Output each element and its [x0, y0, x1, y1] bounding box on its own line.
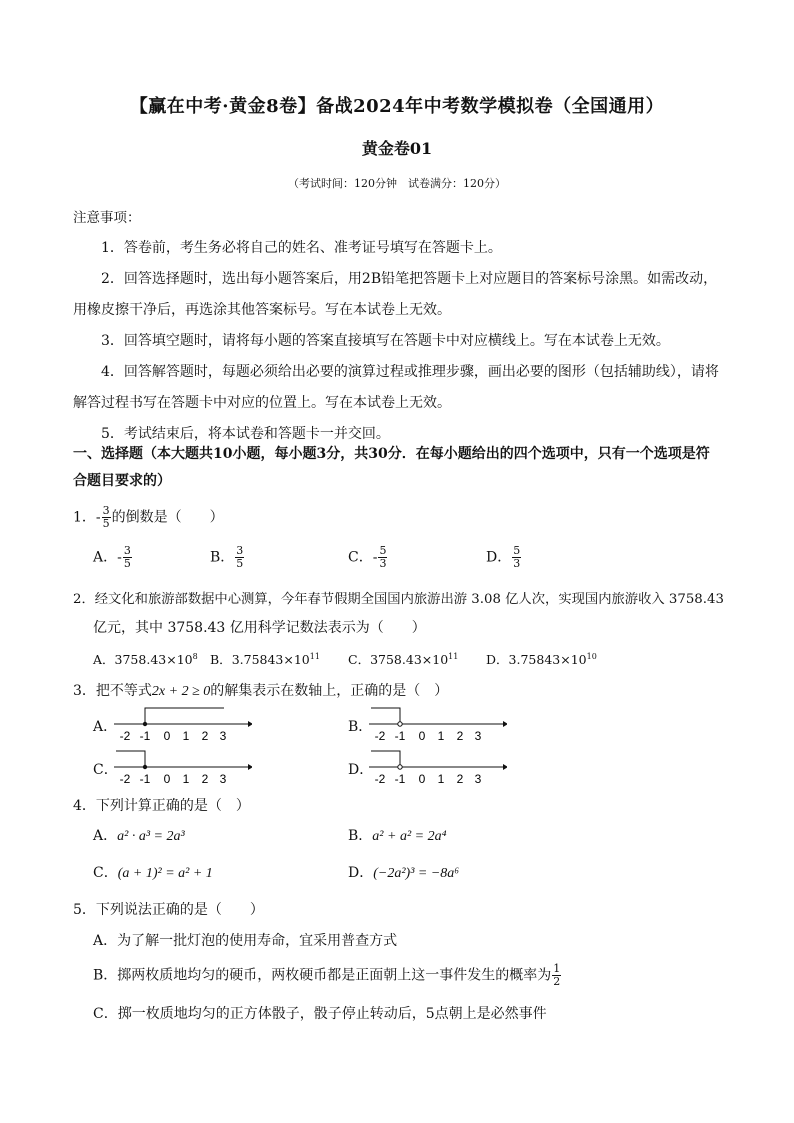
tick-labels	[375, 772, 482, 786]
notice-item-3: 3．回答填空题时，请将每小题的答案直接填写在答题卡中对应横线上。写在本试卷上无效。	[101, 333, 670, 349]
option-base: 3758.43×10	[114, 652, 193, 667]
fraction	[378, 545, 387, 570]
tick-label: 1	[437, 729, 445, 743]
q2-option-d[interactable]	[486, 650, 597, 668]
fraction	[512, 545, 521, 570]
question-1-stem	[73, 505, 224, 530]
tick-label: 3	[219, 729, 227, 743]
axis-arrow	[503, 721, 507, 727]
solid-point	[143, 765, 147, 769]
question-2-line1: 2．经文化和旅游部数据中心测算，今年春节假期全国国内旅游出游 3.08 亿人次，实现国内旅游收入 3758.43	[73, 592, 724, 607]
q2-option-c[interactable]	[348, 650, 458, 668]
notice-item-1: 1．答卷前，考生务必将自己的姓名、准考证号填写在答题卡上。	[101, 240, 502, 256]
tick-label: 3	[474, 772, 482, 786]
option-label: A．	[93, 652, 115, 667]
option-expression: (a + 1)² = a² + 1	[117, 866, 213, 881]
solution-region	[371, 708, 400, 724]
tick-label: 3	[219, 772, 227, 786]
option-label: D．	[486, 652, 509, 667]
q3-option-a-numberline[interactable]	[112, 703, 252, 745]
fraction	[102, 505, 111, 530]
solution-region	[116, 751, 145, 767]
option-expression: (−2a²)³ = −8a⁶	[373, 866, 460, 881]
numerator: 3	[236, 544, 244, 557]
denominator: 5	[102, 517, 110, 530]
tick-label: -1	[139, 772, 151, 786]
question-5-stem: 5．下列说法正确的是（ ）	[73, 902, 264, 918]
option-exponent: 11	[309, 651, 320, 661]
numerator: 1	[553, 962, 561, 975]
axis-arrow	[248, 764, 252, 770]
q3-option-c-label[interactable]: C．	[93, 762, 118, 778]
q3-option-b-numberline[interactable]	[367, 703, 507, 745]
q3-option-d-label[interactable]: D．	[348, 762, 374, 778]
hollow-point	[398, 765, 402, 769]
page-title: 【赢在中考·黄金8卷】备战2024年中考数学模拟卷（全国通用）	[129, 96, 665, 117]
question-number: 1．	[73, 509, 96, 526]
axis-arrow	[503, 764, 507, 770]
q5-option-b[interactable]	[93, 963, 562, 988]
option-label: C．	[348, 652, 371, 667]
option-label: B．	[210, 549, 235, 566]
option-text: B．掷两枚质地均匀的硬币，两枚硬币都是正面朝上这一事件发生的概率为	[93, 967, 552, 984]
tick-label: -1	[394, 729, 406, 743]
option-sign: -	[117, 549, 122, 566]
q1-option-c[interactable]	[348, 545, 388, 570]
option-label: B．	[348, 828, 373, 844]
neg-sign: -	[95, 509, 101, 526]
option-expression: a² + a² = 2a⁴	[372, 829, 447, 844]
tick-label: 0	[163, 729, 171, 743]
option-exponent: 10	[586, 651, 597, 661]
tick-label: 1	[437, 772, 445, 786]
tick-label: -1	[139, 729, 151, 743]
solid-point	[143, 722, 147, 726]
denominator: 3	[513, 557, 521, 570]
tick-label: 1	[182, 729, 190, 743]
tick-label: -2	[374, 729, 386, 743]
notice-item-5: 5．考试结束后，将本试卷和答题卡一并交回。	[101, 426, 390, 442]
solution-region	[371, 751, 400, 767]
option-base: 3.75843×10	[508, 652, 587, 667]
axis-arrow	[248, 721, 252, 727]
option-base: 3758.43×10	[370, 652, 449, 667]
numerator: 3	[123, 544, 131, 557]
tick-labels	[375, 729, 482, 743]
tick-label: -2	[119, 729, 131, 743]
exam-meta: （考试时间：120分钟 试卷满分：120分）	[288, 177, 506, 190]
option-label: A．	[93, 828, 118, 844]
question-3-stem	[73, 680, 448, 700]
fraction	[552, 963, 561, 988]
tick-label: 0	[163, 772, 171, 786]
q3-option-a-label[interactable]: A．	[93, 719, 118, 735]
solution-region	[145, 708, 224, 724]
tick-label: 1	[182, 772, 190, 786]
denominator: 3	[379, 557, 387, 570]
page-subtitle: 黄金卷01	[361, 139, 433, 158]
notice-item-2a: 2．回答选择题时，选出每小题答案后，用2B铅笔把答题卡上对应题目的答案标号涂黑。如需改动，	[101, 271, 718, 287]
option-exponent: 8	[192, 651, 198, 661]
question-2-line2: 亿元，其中 3758.43 亿用科学记数法表示为（ ）	[93, 620, 426, 636]
tick-labels	[120, 772, 227, 786]
stem-suffix: 的解集表示在数轴上，正确的是（ ）	[210, 683, 449, 699]
q4-option-a[interactable]	[93, 825, 185, 845]
q3-option-d-numberline[interactable]	[367, 746, 507, 788]
tick-label: -1	[394, 772, 406, 786]
fraction	[123, 545, 132, 570]
q2-option-b[interactable]	[210, 650, 320, 668]
notice-heading: 注意事项：	[73, 210, 141, 226]
tick-label: 0	[418, 772, 426, 786]
tick-label: 2	[456, 729, 464, 743]
option-base: 3.75843×10	[231, 652, 310, 667]
denominator: 5	[236, 557, 244, 570]
option-label: D．	[348, 865, 374, 881]
tick-label: 0	[418, 729, 426, 743]
option-label: D．	[486, 549, 512, 566]
numerator: 3	[102, 504, 110, 517]
q1-option-b[interactable]	[210, 545, 245, 570]
question-4-stem: 4．下列计算正确的是（ ）	[73, 798, 250, 814]
option-expression: a² · a³ = 2a³	[117, 829, 185, 844]
option-label: A．	[93, 549, 118, 566]
inequality: 2x + 2 ≥ 0	[151, 684, 211, 699]
q3-option-b-label[interactable]: B．	[348, 719, 373, 735]
option-sign: -	[372, 549, 378, 566]
q5-option-c[interactable]: C．掷一枚质地均匀的正方体骰子，骰子停止转动后，5点朝上是必然事件	[93, 1006, 547, 1022]
stem-text: 的倒数是（ ）	[111, 509, 224, 526]
notice-item-2b: 用橡皮擦干净后，再选涂其他答案标号。写在本试卷上无效。	[73, 302, 451, 318]
tick-label: 3	[474, 729, 482, 743]
denominator: 2	[553, 975, 561, 988]
option-label: B．	[210, 652, 232, 667]
denominator: 5	[123, 557, 131, 570]
q4-option-b[interactable]	[348, 825, 446, 845]
numerator: 5	[513, 544, 521, 557]
hollow-point	[398, 722, 402, 726]
q1-option-d[interactable]	[486, 545, 522, 570]
notice-item-4a: 4．回答解答题时，每题必须给出必要的演算过程或推理步骤，画出必要的图形（包括辅助线），请将	[101, 364, 719, 380]
q2-option-a[interactable]	[93, 650, 198, 668]
notice-item-4b: 解答过程书写在答题卡中对应的位置上。写在本试卷上无效。	[73, 395, 451, 411]
numerator: 5	[379, 544, 387, 557]
tick-label: 2	[456, 772, 464, 786]
tick-label: 2	[201, 772, 209, 786]
fraction	[235, 545, 244, 570]
option-label: C．	[348, 549, 373, 566]
option-exponent: 11	[448, 651, 459, 661]
q4-option-d[interactable]	[348, 862, 459, 882]
q3-option-c-numberline[interactable]	[112, 746, 252, 788]
stem-prefix: 3．把不等式	[73, 683, 152, 699]
tick-labels	[120, 729, 227, 743]
section1-line2: 合题目要求的）	[73, 473, 171, 489]
q1-option-a[interactable]	[93, 545, 133, 570]
tick-label: -2	[119, 772, 131, 786]
tick-label: 2	[201, 729, 209, 743]
option-label: C．	[93, 865, 118, 881]
q5-option-a[interactable]: A．为了解一批灯泡的使用寿命，宜采用普查方式	[93, 933, 398, 949]
section1-line1: 一、选择题（本大题共10小题，每小题3分，共30分．在每小题给出的四个选项中，只有一个选项是符	[73, 446, 710, 462]
tick-label: -2	[374, 772, 386, 786]
q4-option-c[interactable]	[93, 862, 213, 882]
